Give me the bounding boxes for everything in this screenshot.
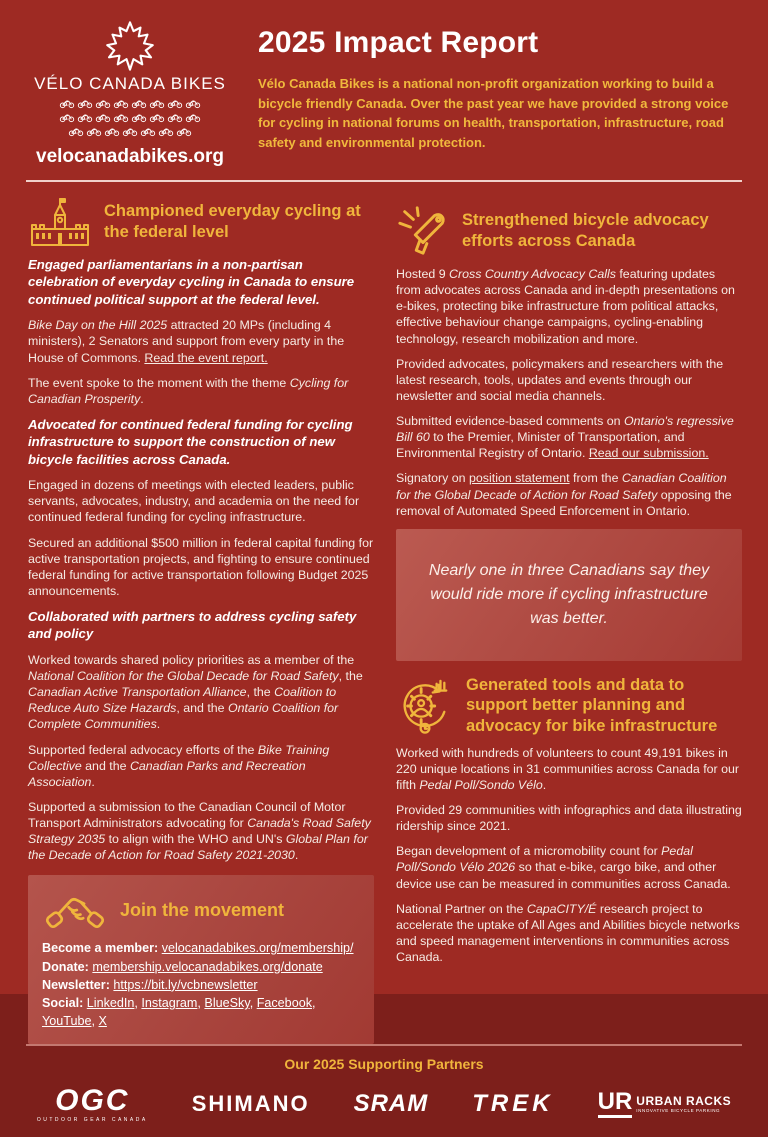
right-column: [396, 194, 742, 1044]
emphasized-text: Canadian Active Transportation Alliance: [28, 685, 247, 700]
emphasized-text: Pedal Poll/Sondo Vélo: [419, 777, 543, 792]
paragraph: [396, 843, 742, 891]
lead-paragraph: [28, 256, 374, 308]
text-run: Collaborated with partners to address cycling safety and policy: [28, 609, 357, 642]
paragraph: [396, 745, 742, 793]
partner-tagline: OUTDOOR GEAR CANADA: [36, 1116, 148, 1123]
paragraph: [396, 470, 742, 518]
emphasized-text: Bike Training Collective: [28, 742, 330, 773]
paragraph: [396, 901, 742, 966]
link[interactable]: X: [98, 1014, 107, 1029]
header: [0, 0, 768, 178]
text-run: Supported federal advocacy efforts of the: [28, 742, 258, 757]
paragraph: [28, 742, 374, 790]
paragraph: [28, 535, 374, 600]
section-header: [396, 204, 742, 258]
text-run: ,: [197, 996, 205, 1011]
paragraph: [396, 413, 742, 461]
emphasized-text: Coalition to Reduce Auto Size Hazards: [28, 685, 337, 716]
urban-racks-monogram: UR: [598, 1090, 633, 1118]
join-line-label: Donate:: [42, 959, 93, 974]
section-header: [396, 675, 742, 737]
join-line-label: Become a member:: [42, 941, 162, 956]
link[interactable]: YouTube: [42, 1014, 92, 1029]
emphasized-text: Ontario Coalition for Complete Communities: [28, 701, 339, 732]
text-run: Provided advocates, policymakers and researchers with the latest research, tools, updates and events through our newsletter and social media channels.: [396, 356, 724, 403]
link[interactable]: position statement: [469, 471, 570, 486]
paragraph: [396, 266, 742, 347]
emphasized-text: Canada's Road Safety Strategy 2035: [28, 816, 371, 847]
text-run: Advocated for continued federal funding for cycling infrastructure to support the construction of new bicycle facilities across Canada.: [28, 416, 353, 467]
link[interactable]: Instagram: [141, 996, 198, 1011]
paragraph: [396, 802, 742, 834]
link[interactable]: Facebook: [256, 996, 312, 1011]
emphasized-text: Canadian Coalition for the Global Decade of Action for Road Safety: [396, 471, 727, 502]
join-header: [42, 885, 360, 939]
link[interactable]: velocanadabikes.org/membership/: [161, 941, 354, 956]
text-run: Worked with hundreds of volunteers to count 49,191 bikes in 220 unique locations in 31 communities across Canada for our fifth: [396, 745, 740, 792]
text-run: to align with the WHO and UN's: [105, 832, 286, 847]
link[interactable]: membership.velocanadabikes.org/donate: [92, 959, 323, 974]
text-run: ,: [249, 996, 257, 1011]
partner-tagline: INNOVATIVE BICYCLE PARKING: [636, 1107, 721, 1113]
text-run: and the: [81, 758, 130, 773]
emphasized-text: Canadian Parks and Recreation Association: [28, 758, 306, 789]
join-title: Join the movement: [120, 899, 285, 920]
text-run: Hosted 9: [396, 267, 450, 281]
emphasized-text: Pedal Poll/Sondo Vélo 2026: [396, 844, 693, 875]
link[interactable]: Read the event report.: [144, 350, 268, 365]
text-run: from the: [569, 471, 622, 486]
section-title: Strengthened bicycle advocacy efforts across Canada: [462, 211, 709, 250]
bike-row: [30, 98, 230, 111]
text-run: ,: [91, 1014, 99, 1029]
text-run: opposing the removal of Automated Speed Enforcement in Ontario.: [396, 487, 732, 518]
handshake-icon: [46, 887, 104, 933]
paragraph: [396, 356, 742, 404]
text-run: .: [294, 848, 299, 863]
left-column: [28, 194, 374, 1044]
paragraph: [28, 477, 374, 525]
text-run: to the Premier, Minister of Transportation, and Environmental Registry of Ontario.: [396, 430, 685, 461]
urban-racks-text: [636, 1095, 731, 1114]
text-run: .: [156, 717, 161, 732]
content-columns: [0, 182, 768, 1044]
text-run: , the: [246, 685, 275, 700]
bike-icons: [30, 98, 230, 139]
emphasized-text: Cycling for Canadian Prosperity: [28, 375, 349, 406]
text-run: Engaged in dozens of meetings with elected leaders, public servants, advocates, industry, and academia on the need for continued federal funding for cycling infrastructure.: [28, 478, 360, 525]
link[interactable]: LinkedIn: [86, 996, 135, 1011]
text-run: .: [140, 391, 144, 406]
velo-canada-bikes-logo: [30, 18, 230, 168]
megaphone-icon: [396, 204, 450, 258]
link[interactable]: Read our submission.: [588, 446, 709, 461]
paragraph: [28, 652, 374, 733]
section-header: [28, 196, 374, 248]
text-run: The event spoke to the moment with the theme: [28, 375, 290, 390]
paragraph: [28, 317, 374, 365]
link[interactable]: BlueSky: [204, 996, 250, 1011]
text-run: National Partner on the: [396, 901, 527, 916]
partner-logo-sram: [354, 1092, 429, 1116]
text-run: research project to accelerate the uptake of All Ages and Abilities bicycle networks and speed management interventions in communities across Canada.: [396, 901, 740, 964]
text-run: attracted 20 MPs (including 4 ministers), 2 Senators and support from every party in the House of Commons.: [28, 318, 345, 365]
partner-logo-ogc: [36, 1083, 148, 1123]
footer: [0, 1044, 768, 1137]
text-run: Supported a submission to the Canadian Council of Motor Transport Administrators advocating for: [28, 799, 346, 830]
data-gear-icon: [396, 677, 454, 735]
text-run: Worked towards shared policy priorities as a member of the: [28, 652, 355, 667]
paragraph: [28, 799, 374, 864]
emphasized-text: Bike Day on the Hill 2025: [28, 318, 168, 333]
lead-paragraph: [28, 416, 374, 468]
partner-logo-urbanracks: [598, 1090, 732, 1118]
bike-row: [30, 126, 230, 139]
join-line-label: Newsletter:: [42, 977, 114, 992]
partner-logo-trek: [472, 1092, 553, 1116]
join-line: [42, 976, 360, 994]
header-text: [258, 18, 740, 168]
quote-box: Nearly one in three Canadians say they would ride more if cycling infrastructure was better.: [396, 529, 742, 661]
org-name: VÉLO CANADA BIKES: [34, 74, 226, 93]
text-run: ,: [312, 996, 316, 1011]
text-run: , and the: [176, 701, 228, 716]
join-line: [42, 939, 360, 957]
page-title: 2025 Impact Report: [258, 26, 539, 59]
footer-divider: [26, 1044, 742, 1046]
partners-heading: Our 2025 Supporting Partners: [284, 1055, 484, 1072]
text-run: ,: [134, 996, 142, 1011]
partner-name: TREK: [472, 1090, 554, 1118]
text-run: , the: [338, 669, 363, 683]
text-run: featuring updates from advocates across Canada and in-depth presentations on e-bikes, protecting bike infrastructure from political attacks, effective behaviour change campaigns, cycling-enabling technology, research mobilization and more.: [396, 267, 735, 346]
parliament-icon: [28, 196, 92, 248]
text-run: Began development of a micromobility count for: [396, 844, 662, 859]
partner-logo-shimano: [192, 1093, 310, 1115]
text-run: .: [91, 774, 95, 789]
emphasized-text: CapaCITY/É: [526, 901, 597, 916]
text-run: .: [542, 777, 547, 792]
partner-name: URBAN RACKS: [636, 1093, 732, 1108]
emphasized-text: National Coalition for the Global Decade for Road Safety: [28, 669, 339, 683]
join-line-label: Social:: [42, 996, 87, 1011]
org-website: velocanadabikes.org: [36, 146, 224, 167]
intro-paragraph: Vélo Canada Bikes is a national non-profit organization working to build a bicycle friendly Canada. Over the past year we have provided a strong voice for cycling in national forums on health, transportation, infrastructure, road safety and environmental protection.: [258, 76, 729, 150]
paragraph: [28, 375, 374, 407]
lead-paragraph: [28, 608, 374, 643]
emphasized-text: Ontario's regressive Bill 60: [396, 414, 734, 445]
link[interactable]: https://bit.ly/vcbnewsletter: [113, 977, 258, 992]
partner-logos: [0, 1083, 768, 1123]
text-run: Engaged parliamentarians in a non-partisan celebration of everyday cycling in Canada to ensure continued political support at the federal level.: [28, 257, 355, 307]
text-run: Submitted evidence-based comments on: [396, 414, 624, 428]
bike-row: [30, 112, 230, 125]
partner-name: OGC: [55, 1083, 130, 1117]
join-the-movement-box: [28, 875, 374, 1043]
text-run: Provided 29 communities with infographics and data illustrating ridership since 2021.: [396, 803, 742, 834]
text-run: Secured an additional $500 million in federal capital funding for active transportation projects, and fighting to ensure continued federal funding for active transportation following Budget 2025 announcements.: [28, 535, 374, 598]
section-title: Generated tools and data to support better planning and advocacy for bike infrastructure: [466, 675, 718, 735]
emphasized-text: Cross Country Advocacy Calls: [449, 267, 616, 281]
section-title: Championed everyday cycling at the federal level: [104, 202, 361, 241]
join-line: [42, 958, 360, 976]
partner-name: SHIMANO: [191, 1091, 310, 1117]
maple-leaf-icon: [30, 20, 230, 72]
text-run: so that e-bike, cargo bike, and other device use can be measured in communities across Canada.: [396, 860, 731, 891]
partner-name: SRAM: [353, 1090, 429, 1118]
text-run: Signatory on: [396, 471, 470, 486]
emphasized-text: Global Plan for the Decade of Action for Road Safety 2021-2030: [28, 832, 368, 863]
join-line: [42, 994, 360, 1031]
